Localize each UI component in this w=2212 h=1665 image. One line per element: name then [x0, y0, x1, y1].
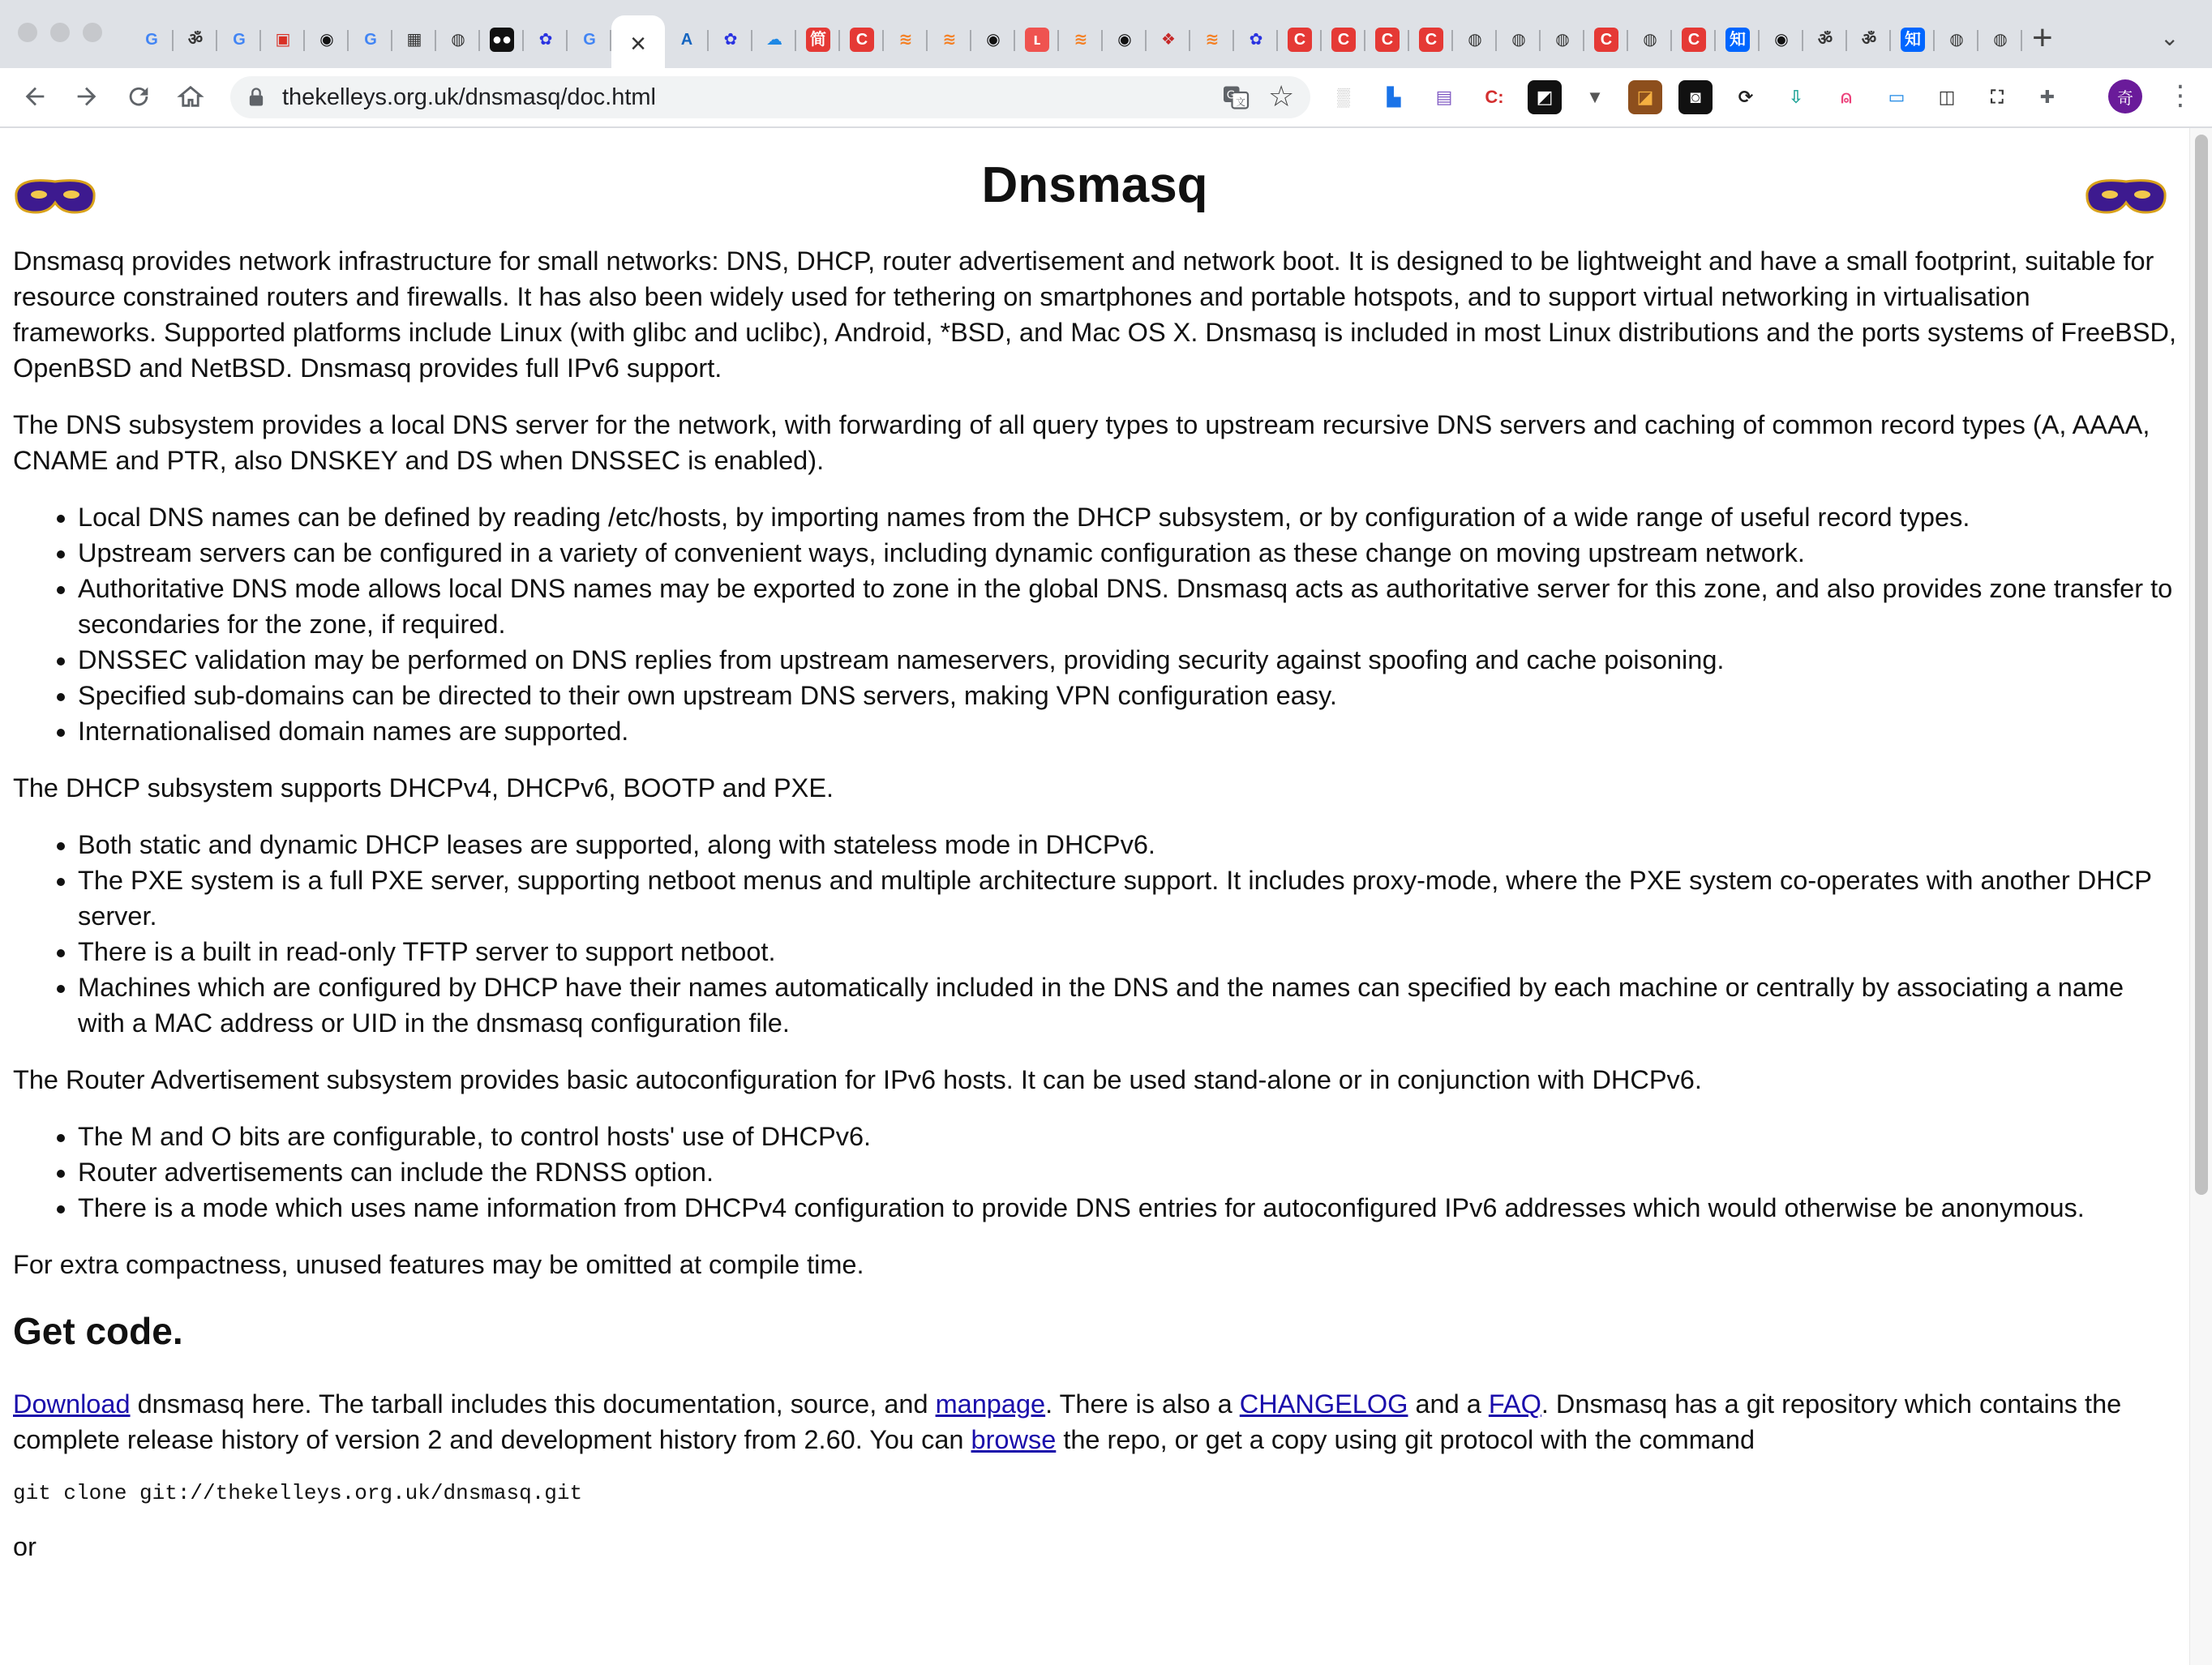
browser-tab[interactable]: [1190, 15, 1234, 64]
list-item: • Specified sub-domains can be directed to their own upstream DNS servers, making VPN configuration easy.: [78, 678, 2176, 713]
home-button[interactable]: [172, 78, 209, 115]
browser-tab[interactable]: [305, 15, 349, 64]
extension-icon[interactable]: ▭: [1880, 80, 1914, 114]
tab-favicon-icon: G: [364, 31, 377, 49]
dns-paragraph: The DNS subsystem provides a local DNS server for the network, with forwarding of all query types to upstream recursive DNS servers and caching of common record types (A, AAAA, CNAME and PTR, also DNSKEY and DS when DNSSEC is enabled).: [13, 410, 2150, 475]
tab-favicon-icon: ▣: [275, 31, 291, 49]
browser-tab[interactable]: [1584, 15, 1628, 64]
list-item: • The M and O bits are configurable, to control hosts' use of DHCPv6.: [78, 1119, 2176, 1154]
tab-favicon-icon: G: [583, 31, 596, 49]
mask-logo-icon: [2082, 170, 2170, 222]
list-item: • Authoritative DNS mode allows local DNS names may be exported to zone in the global DNS. Dnsmasq acts as authoritative server for this zone, and also provides zone transfer to secondaries for the zone, if required.: [78, 571, 2176, 642]
tab-favicon-icon: ≋: [942, 31, 957, 49]
browser-tab[interactable]: [568, 15, 611, 64]
tab-favicon-icon: ≋: [898, 31, 913, 49]
list-item: • Router advertisements can include the RDNSS option.: [78, 1154, 2176, 1190]
ra-feature-list: [13, 1119, 2176, 1226]
tab-favicon-icon: ◉: [319, 31, 334, 49]
tab-favicon-icon: C: [1419, 28, 1443, 52]
browser-tab[interactable]: [1409, 15, 1453, 64]
list-item: • Internationalised domain names are supported.: [78, 713, 2176, 749]
tab-favicon-icon: ◍: [1511, 31, 1526, 49]
intro-paragraph: Dnsmasq provides network infrastructure for small networks: DNS, DHCP, router advertisement and network boot. It is designed to be lightweight and have a small footprint, suitable for resource constrained routers and firewalls. It has also been widely used for tethering on smartphones and portable hotspots, and to support virtual networking in virtualisation frameworks. Supported platforms include Linux (with glibc and uclibc), Android, *BSD, and Mac OS X. Dnsmasq is included in most Linux distributions and the ports systems of FreeBSD, OpenBSD and NetBSD. Dnsmasq provides full IPv6 support.: [13, 246, 2177, 383]
browser-tab[interactable]: [261, 15, 305, 64]
mask-logo-icon: [11, 170, 99, 222]
browser-tab[interactable]: [1059, 15, 1103, 64]
active-tab[interactable]: [611, 15, 665, 72]
list-item: • Upstream servers can be configured in a variety of convenient ways, including dynamic configuration as these change on moving upstream network.: [78, 535, 2176, 571]
browser-tab[interactable]: [884, 15, 928, 64]
bookmark-star-icon[interactable]: ☆: [1268, 79, 1295, 113]
extension-icon[interactable]: C:: [1477, 80, 1511, 114]
browser-tab[interactable]: [1628, 15, 1672, 64]
tab-favicon-icon: C: [1375, 28, 1400, 52]
tab-favicon-icon: ◍: [1555, 31, 1570, 49]
lock-icon: [245, 86, 268, 109]
extension-icon[interactable]: ⛶: [1980, 80, 2014, 114]
profile-avatar[interactable]: 奇: [2108, 79, 2142, 113]
extension-icon[interactable]: ⇩: [1779, 80, 1813, 114]
tab-favicon-icon: C: [1594, 28, 1618, 52]
reload-button[interactable]: [120, 78, 157, 115]
extension-icon[interactable]: ◫: [1930, 80, 1964, 114]
browser-tab[interactable]: [1716, 15, 1760, 64]
get-code-text: . There is also a: [1045, 1389, 1240, 1419]
get-code-text: and a: [1408, 1389, 1489, 1419]
browser-tab[interactable]: [1015, 15, 1059, 64]
tab-favicon-icon: ॐ: [1861, 31, 1877, 49]
or-text: or: [13, 1532, 36, 1561]
browser-tab[interactable]: [1760, 15, 1803, 64]
browser-tab[interactable]: [217, 15, 261, 64]
translate-icon[interactable]: [1221, 83, 1250, 112]
browser-tab[interactable]: [1453, 15, 1497, 64]
reload-icon: [125, 83, 152, 110]
browser-tab[interactable]: [1278, 15, 1322, 64]
tab-favicon-icon: ≋: [1074, 31, 1088, 49]
browser-tab[interactable]: [665, 15, 709, 64]
tab-favicon-icon: ◉: [1117, 31, 1132, 49]
list-item: • There is a mode which uses name information from DHCPv4 configuration to provide DNS entries for autoconfigured IPv6 addresses which would otherwise be anonymous.: [78, 1190, 2176, 1226]
dns-feature-list: [13, 499, 2176, 749]
browser-toolbar: [0, 68, 2212, 128]
kebab-menu-icon[interactable]: ⋮: [2167, 80, 2194, 111]
tab-search-button[interactable]: ⌄: [2160, 25, 2180, 50]
browser-tab[interactable]: [1497, 15, 1541, 64]
ra-paragraph: The Router Advertisement subsystem provides basic autoconfiguration for IPv6 hosts. It can be used stand-alone or in conjunction with DHCPv6.: [13, 1065, 1702, 1094]
tab-favicon-icon: ॐ: [1817, 31, 1833, 49]
manpage-link[interactable]: manpage: [935, 1389, 1046, 1419]
tab-favicon-icon: ◉: [986, 31, 1001, 49]
browser-tab[interactable]: [1803, 15, 1847, 64]
tab-list: [130, 11, 2042, 68]
browser-tab[interactable]: [1978, 15, 2022, 64]
get-code-text: . Dnsmasq has a git repository which contains the complete release history of version 2 and development history from 2.60. You can: [13, 1389, 2122, 1454]
tab-favicon-icon: ॐ: [187, 31, 204, 49]
close-tab-icon[interactable]: ×: [630, 28, 646, 59]
browser-tab[interactable]: [971, 15, 1015, 64]
tab-favicon-icon: 简: [806, 28, 830, 52]
browser-tab[interactable]: [1147, 15, 1190, 64]
list-item: • Both static and dynamic DHCP leases are supported, along with stateless mode in DHCPv6.: [78, 827, 2176, 862]
extension-icon[interactable]: ⍝: [1829, 80, 1863, 114]
tab-favicon-icon: C: [1331, 28, 1356, 52]
browser-tab[interactable]: [752, 15, 796, 64]
browser-tab[interactable]: [1847, 15, 1891, 64]
changelog-link[interactable]: CHANGELOG: [1239, 1389, 1408, 1419]
dhcp-feature-list: [13, 827, 2176, 1041]
get-code-heading: Get code.: [13, 1310, 183, 1352]
browser-tab[interactable]: [1672, 15, 1716, 64]
browser-tab[interactable]: [709, 15, 752, 64]
browser-tab[interactable]: [174, 15, 217, 64]
tab-favicon-icon: ◍: [451, 31, 465, 49]
list-item: • Local DNS names can be defined by reading /etc/hosts, by importing names from the DHCP subsystem, or by configuration of a wide range of useful record types.: [78, 499, 2176, 535]
back-button[interactable]: [16, 78, 54, 115]
browser-tab[interactable]: [130, 15, 174, 64]
extensions-bar: [1327, 79, 2064, 115]
download-link[interactable]: Download: [13, 1389, 131, 1419]
list-item: • There is a built in read-only TFTP server to support netboot.: [78, 934, 2176, 969]
extension-icon[interactable]: ⟳: [1729, 80, 1763, 114]
browser-tab[interactable]: [436, 15, 480, 64]
tab-favicon-icon: G: [145, 31, 158, 49]
browser-tab[interactable]: [1891, 15, 1935, 64]
tab-favicon-icon: ◍: [1949, 31, 1964, 49]
vertical-scrollbar[interactable]: [2189, 128, 2212, 1665]
tab-favicon-icon: ◍: [1993, 31, 2008, 49]
browser-tab[interactable]: [524, 15, 568, 64]
tab-favicon-icon: ✿: [538, 31, 553, 49]
list-item: • Machines which are configured by DHCP have their names automatically included in the DNS and the names can specified by each machine or centrally by associating a name with a MAC address or UID in the dnsmasq configuration file.: [78, 969, 2176, 1041]
tab-favicon-icon: ≋: [1205, 31, 1220, 49]
browser-tab[interactable]: [392, 15, 436, 64]
tab-favicon-icon: C: [1288, 28, 1312, 52]
browser-tab[interactable]: [1322, 15, 1365, 64]
svg-text:G: G: [1226, 88, 1236, 102]
new-tab-button[interactable]: +: [2032, 18, 2053, 58]
tab-favicon-icon: C: [1682, 28, 1706, 52]
scrollbar-thumb[interactable]: [2195, 135, 2208, 1195]
home-icon: [177, 83, 204, 110]
forward-button[interactable]: [68, 78, 105, 115]
page-viewport: [0, 128, 2189, 1665]
tab-strip: [0, 0, 2212, 68]
tab-favicon-icon: ●●: [490, 28, 514, 52]
browse-link[interactable]: browse: [971, 1425, 1057, 1454]
window-zoom-button[interactable]: [83, 23, 102, 42]
get-code-paragraph: [13, 1386, 2176, 1457]
extension-icon[interactable]: ✚: [2030, 80, 2064, 114]
extension-icon[interactable]: ▤: [1427, 80, 1461, 114]
tab-favicon-icon: A: [680, 31, 693, 49]
browser-tab[interactable]: [928, 15, 971, 64]
extension-icon[interactable]: ◪: [1628, 80, 1662, 114]
dhcp-paragraph: The DHCP subsystem supports DHCPv4, DHCPv6, BOOTP and PXE.: [13, 773, 834, 803]
tab-favicon-icon: ☁: [766, 31, 782, 49]
get-code-text: the repo, or get a copy using git protocol with the command: [1056, 1425, 1755, 1454]
page-title: Dnsmasq: [981, 157, 1208, 213]
address-bar[interactable]: [230, 76, 1310, 118]
tab-favicon-icon: ❖: [1161, 31, 1176, 49]
browser-tab[interactable]: [796, 15, 840, 64]
extension-icon[interactable]: ▒: [1327, 80, 1361, 114]
git-clone-command: git clone git://thekelleys.org.uk/dnsmasq.git: [13, 1481, 583, 1505]
tab-favicon-icon: ◉: [1774, 31, 1789, 49]
browser-tab[interactable]: [1365, 15, 1409, 64]
compactness-paragraph: For extra compactness, unused features may be omitted at compile time.: [13, 1250, 864, 1279]
tab-favicon-icon: C: [850, 28, 874, 52]
tab-favicon-icon: ✿: [723, 31, 738, 49]
get-code-text: dnsmasq here. The tarball includes this documentation, source, and: [130, 1389, 936, 1419]
document-body: [0, 149, 2189, 1564]
browser-tab[interactable]: [1103, 15, 1147, 64]
tab-favicon-icon: 知: [1725, 28, 1750, 52]
tab-favicon-icon: 知: [1901, 28, 1925, 52]
list-item: • The PXE system is a full PXE server, supporting netboot menus and multiple architecture support. It includes proxy-mode, where the PXE system co-operates with another DHCP server.: [78, 862, 2176, 934]
browser-tab[interactable]: [349, 15, 392, 64]
tab-favicon-icon: ◍: [1468, 31, 1482, 49]
window-minimize-button[interactable]: [50, 23, 70, 42]
url-text[interactable]: thekelleys.org.uk/dnsmasq/doc.html: [282, 84, 656, 110]
svg-text:文: 文: [1236, 96, 1246, 108]
extension-icon[interactable]: ◩: [1528, 80, 1562, 114]
extension-icon[interactable]: ▼: [1578, 80, 1612, 114]
extension-icon[interactable]: ▙: [1377, 80, 1411, 114]
tab-favicon-icon: ʟ: [1025, 28, 1049, 52]
arrow-right-icon: [73, 83, 101, 110]
faq-link[interactable]: FAQ: [1488, 1389, 1541, 1419]
tab-favicon-icon: G: [233, 31, 246, 49]
arrow-left-icon: [21, 83, 49, 110]
browser-tab[interactable]: [840, 15, 884, 64]
tab-favicon-icon: ✿: [1249, 31, 1263, 49]
browser-tab[interactable]: [1541, 15, 1584, 64]
tab-favicon-icon: ▦: [406, 31, 422, 49]
window-close-button[interactable]: [18, 23, 37, 42]
browser-tab[interactable]: [1935, 15, 1978, 64]
extension-icon[interactable]: ◙: [1678, 80, 1713, 114]
browser-tab[interactable]: [480, 15, 524, 64]
list-item: • DNSSEC validation may be performed on DNS replies from upstream nameservers, providing security against spoofing and cache poisoning.: [78, 642, 2176, 678]
browser-tab[interactable]: [1234, 15, 1278, 64]
tab-favicon-icon: ◍: [1643, 31, 1657, 49]
